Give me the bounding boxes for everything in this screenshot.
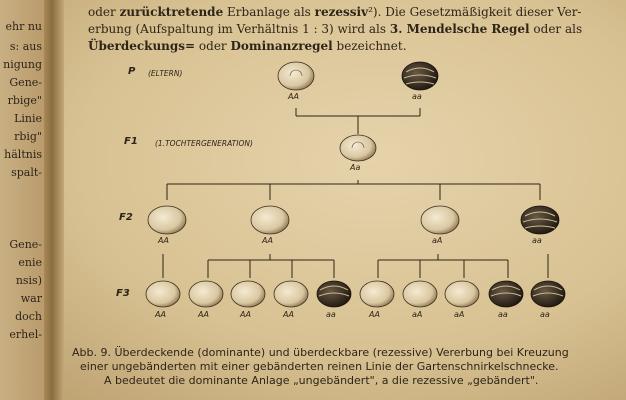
text-run-bold: zurücktretende xyxy=(119,5,224,19)
left-line: Gene- xyxy=(9,238,42,251)
snail-pale xyxy=(274,281,308,307)
left-line: rbige" xyxy=(7,94,42,107)
snail-pale xyxy=(340,135,376,161)
figure-caption-line-2: einer ungebänderten mit einer gebänderten reinen Linie der Gartenschnirkelschnecke. xyxy=(80,360,559,373)
genotype-label: aa xyxy=(498,310,508,319)
text-run-bold: Überdeckungs= xyxy=(88,39,196,53)
gen-label-f1: F1 xyxy=(124,136,138,147)
snail-dark xyxy=(317,281,351,307)
genotype-label: AA xyxy=(198,310,209,319)
left-line: erhel- xyxy=(9,328,42,341)
snail-dark xyxy=(531,281,565,307)
snail-dark xyxy=(402,62,438,90)
text-run: bezeichnet. xyxy=(332,39,407,53)
snail-pale xyxy=(189,281,223,307)
left-line: ehr nu xyxy=(5,20,42,33)
snail-dark xyxy=(521,206,559,234)
left-line: enie xyxy=(18,256,42,269)
genotype-label: aa xyxy=(540,310,550,319)
left-line: doch xyxy=(15,310,42,323)
genotype-label: AA xyxy=(262,236,273,245)
text-run: ²). Die Gesetzmäßigkeit dieser Ver- xyxy=(368,5,582,19)
gen-desc-p: (ELTERN) xyxy=(148,69,183,78)
gen-label-f3: F3 xyxy=(116,288,130,299)
snail-pale xyxy=(445,281,479,307)
figure-caption-line-3: A bedeutet die dominante Anlage „ungebändert", a die rezessive „gebändert". xyxy=(104,374,539,387)
genotype-label: AA xyxy=(288,92,299,101)
genotype-label: aA xyxy=(432,236,443,245)
genotype-label: AA xyxy=(283,310,294,319)
snail-dark xyxy=(489,281,523,307)
snail-pale xyxy=(360,281,394,307)
genotype-label: AA xyxy=(240,310,251,319)
snail-pale xyxy=(278,62,314,90)
left-line: spalt- xyxy=(11,166,42,179)
text-run-bold: Dominanzregel xyxy=(230,39,333,53)
snail-pale xyxy=(148,206,186,234)
text-run: oder als xyxy=(529,22,583,36)
left-line: rbig" xyxy=(14,130,42,143)
genotype-label: aA xyxy=(412,310,423,319)
gen-desc-f1: (1.TOCHTERGENERATION) xyxy=(155,139,253,148)
snail-pale xyxy=(231,281,265,307)
connector-lines xyxy=(163,108,548,278)
left-line: Linie xyxy=(14,112,42,125)
snail-pale xyxy=(421,206,459,234)
text-run: Erbanlage als xyxy=(223,5,315,19)
text-run-bold: 3. Mendelsche Regel xyxy=(389,22,530,36)
left-line: nigung xyxy=(3,58,42,71)
genotype-label: aa xyxy=(412,92,422,101)
figure-caption-line-1: Abb. 9. Überdeckende (dominante) und überdeckbare (rezessive) Vererbung bei Kreuzung xyxy=(72,346,569,359)
genotype-label: aA xyxy=(454,310,465,319)
text-run: oder xyxy=(88,5,120,19)
text-run: erbung (Aufspaltung im Verhältnis 1 : 3) wird als xyxy=(88,22,390,36)
genotype-label: aa xyxy=(532,236,542,245)
text-run: oder xyxy=(195,39,231,53)
gen-label-p: P xyxy=(128,66,136,77)
snail-pale xyxy=(146,281,180,307)
genotype-label: AA xyxy=(369,310,380,319)
left-line: Gene- xyxy=(9,76,42,89)
snail-pale xyxy=(403,281,437,307)
left-line: s: aus xyxy=(9,40,42,53)
left-line: nsis) xyxy=(15,274,42,287)
left-line: war xyxy=(20,292,42,305)
snail-pale xyxy=(251,206,289,234)
text-run-bold: rezessiv xyxy=(314,5,369,19)
gen-label-f2: F2 xyxy=(119,212,133,223)
genotype-label: Aa xyxy=(350,163,361,172)
genotype-label: AA xyxy=(155,310,166,319)
genotype-label: AA xyxy=(158,236,169,245)
genotype-label: aa xyxy=(326,310,336,319)
left-line: hältnis xyxy=(4,148,42,161)
